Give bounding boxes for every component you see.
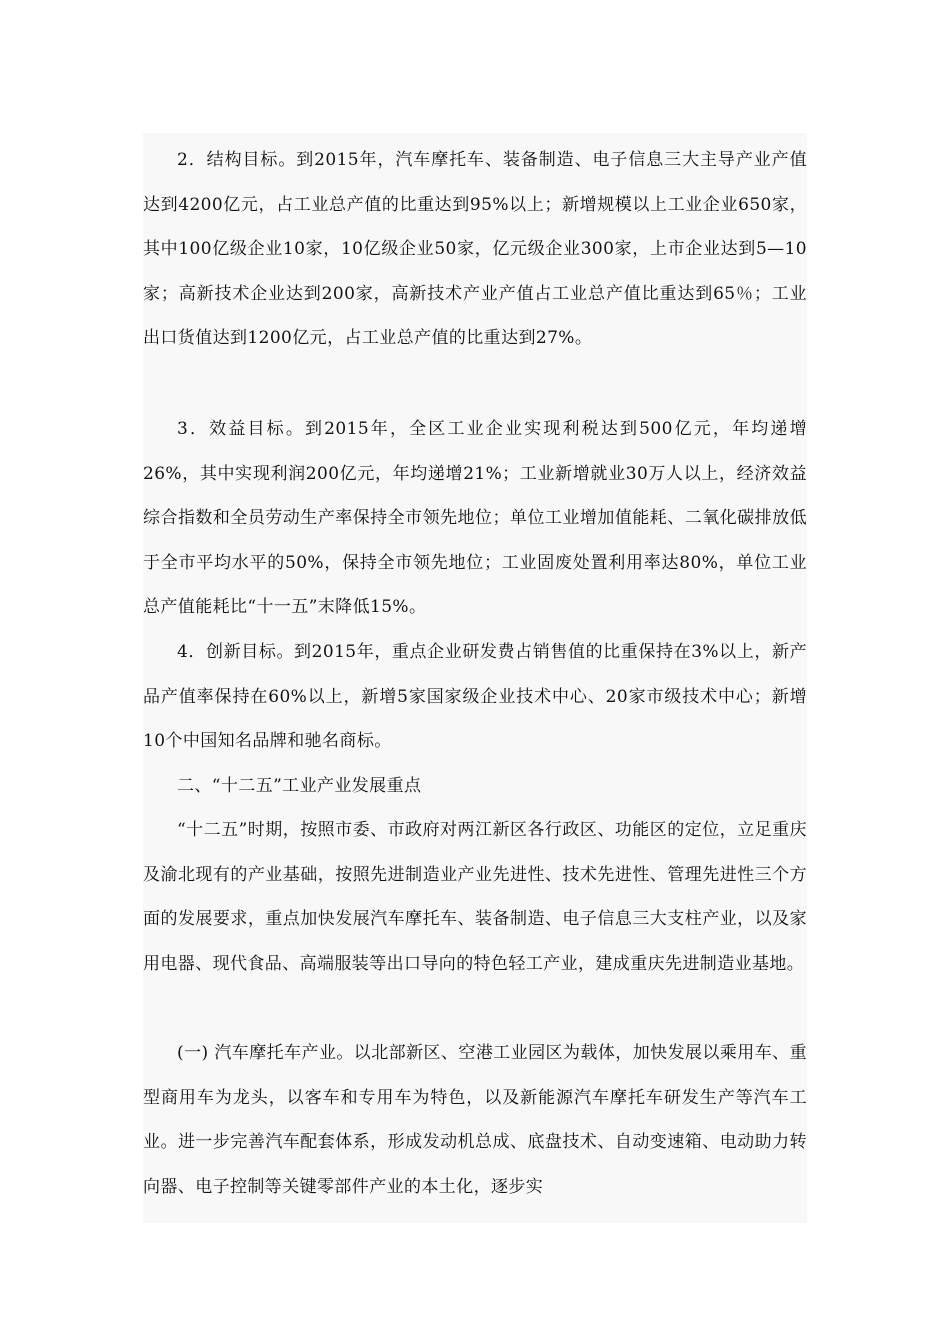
- section-heading: 二、“十二五”工业产业发展重点: [177, 776, 422, 796]
- paragraph-benefit-goal: 3．效益目标。到2015年，全区工业企业实现利税达到500亿元，年均递增26%，其中实现利润200亿元，年均递增21%；工业新增就业30万人以上，经济效益综合指数和全员劳动生产率保持全市领先地位；单位工业增加值能耗、二氧化碳排放低于全市平均水平的50%，保持全市领先地位；工业固废处置利用率达80%，单位工业总产值能耗比“十一五”末降低15%。: [143, 419, 807, 618]
- paragraph-auto-industry: (一) 汽车摩托车产业。以北部新区、空港工业园区为载体，加快发展以乘用车、重型商用车为龙头，以客车和专用车为特色，以及新能源汽车摩托车研发生产等汽车工业。进一步完善汽车配套体系，形成发动机总成、底盘技术、自动变速箱、电动助力转向器、电子控制等关键零部件产业的本土化，逐步实: [143, 1043, 807, 1197]
- paragraph-innovation-goal: 4．创新目标。到2015年，重点企业研发费占销售值的比重保持在3%以上，新产品产值率保持在60%以上，新增5家国家级企业技术中心、20家市级技术中心；新增10个中国知名品牌和驰名商标。: [143, 642, 807, 752]
- paragraph-development-focus: “十二五”时期，按照市委、市政府对两江新区各行政区、功能区的定位，立足重庆及渝北现有的产业基础，按照先进制造业产业先进性、技术先进性、管理先进性三个方面的发展要求，重点加快发展汽车摩托车、装备制造、电子信息三大支柱产业，以及家用电器、现代食品、高端服装等出口导向的特色轻工产业，建成重庆先进制造业基地。: [143, 820, 807, 974]
- paragraph-structure-goal: 2．结构目标。到2015年，汽车摩托车、装备制造、电子信息三大主导产业产值达到4200亿元，占工业总产值的比重达到95%以上；新增规模以上工业企业650家，其中100亿级企业10家，10亿级企业50家，亿元级企业300家，上市企业达到5—10家；高新技术企业达到200家，高新技术产业产值占工业总产值比重达到65％；工业出口货值达到1200亿元，占工业总产值的比重达到27%。: [143, 150, 807, 349]
- document-page: [143, 133, 807, 1223]
